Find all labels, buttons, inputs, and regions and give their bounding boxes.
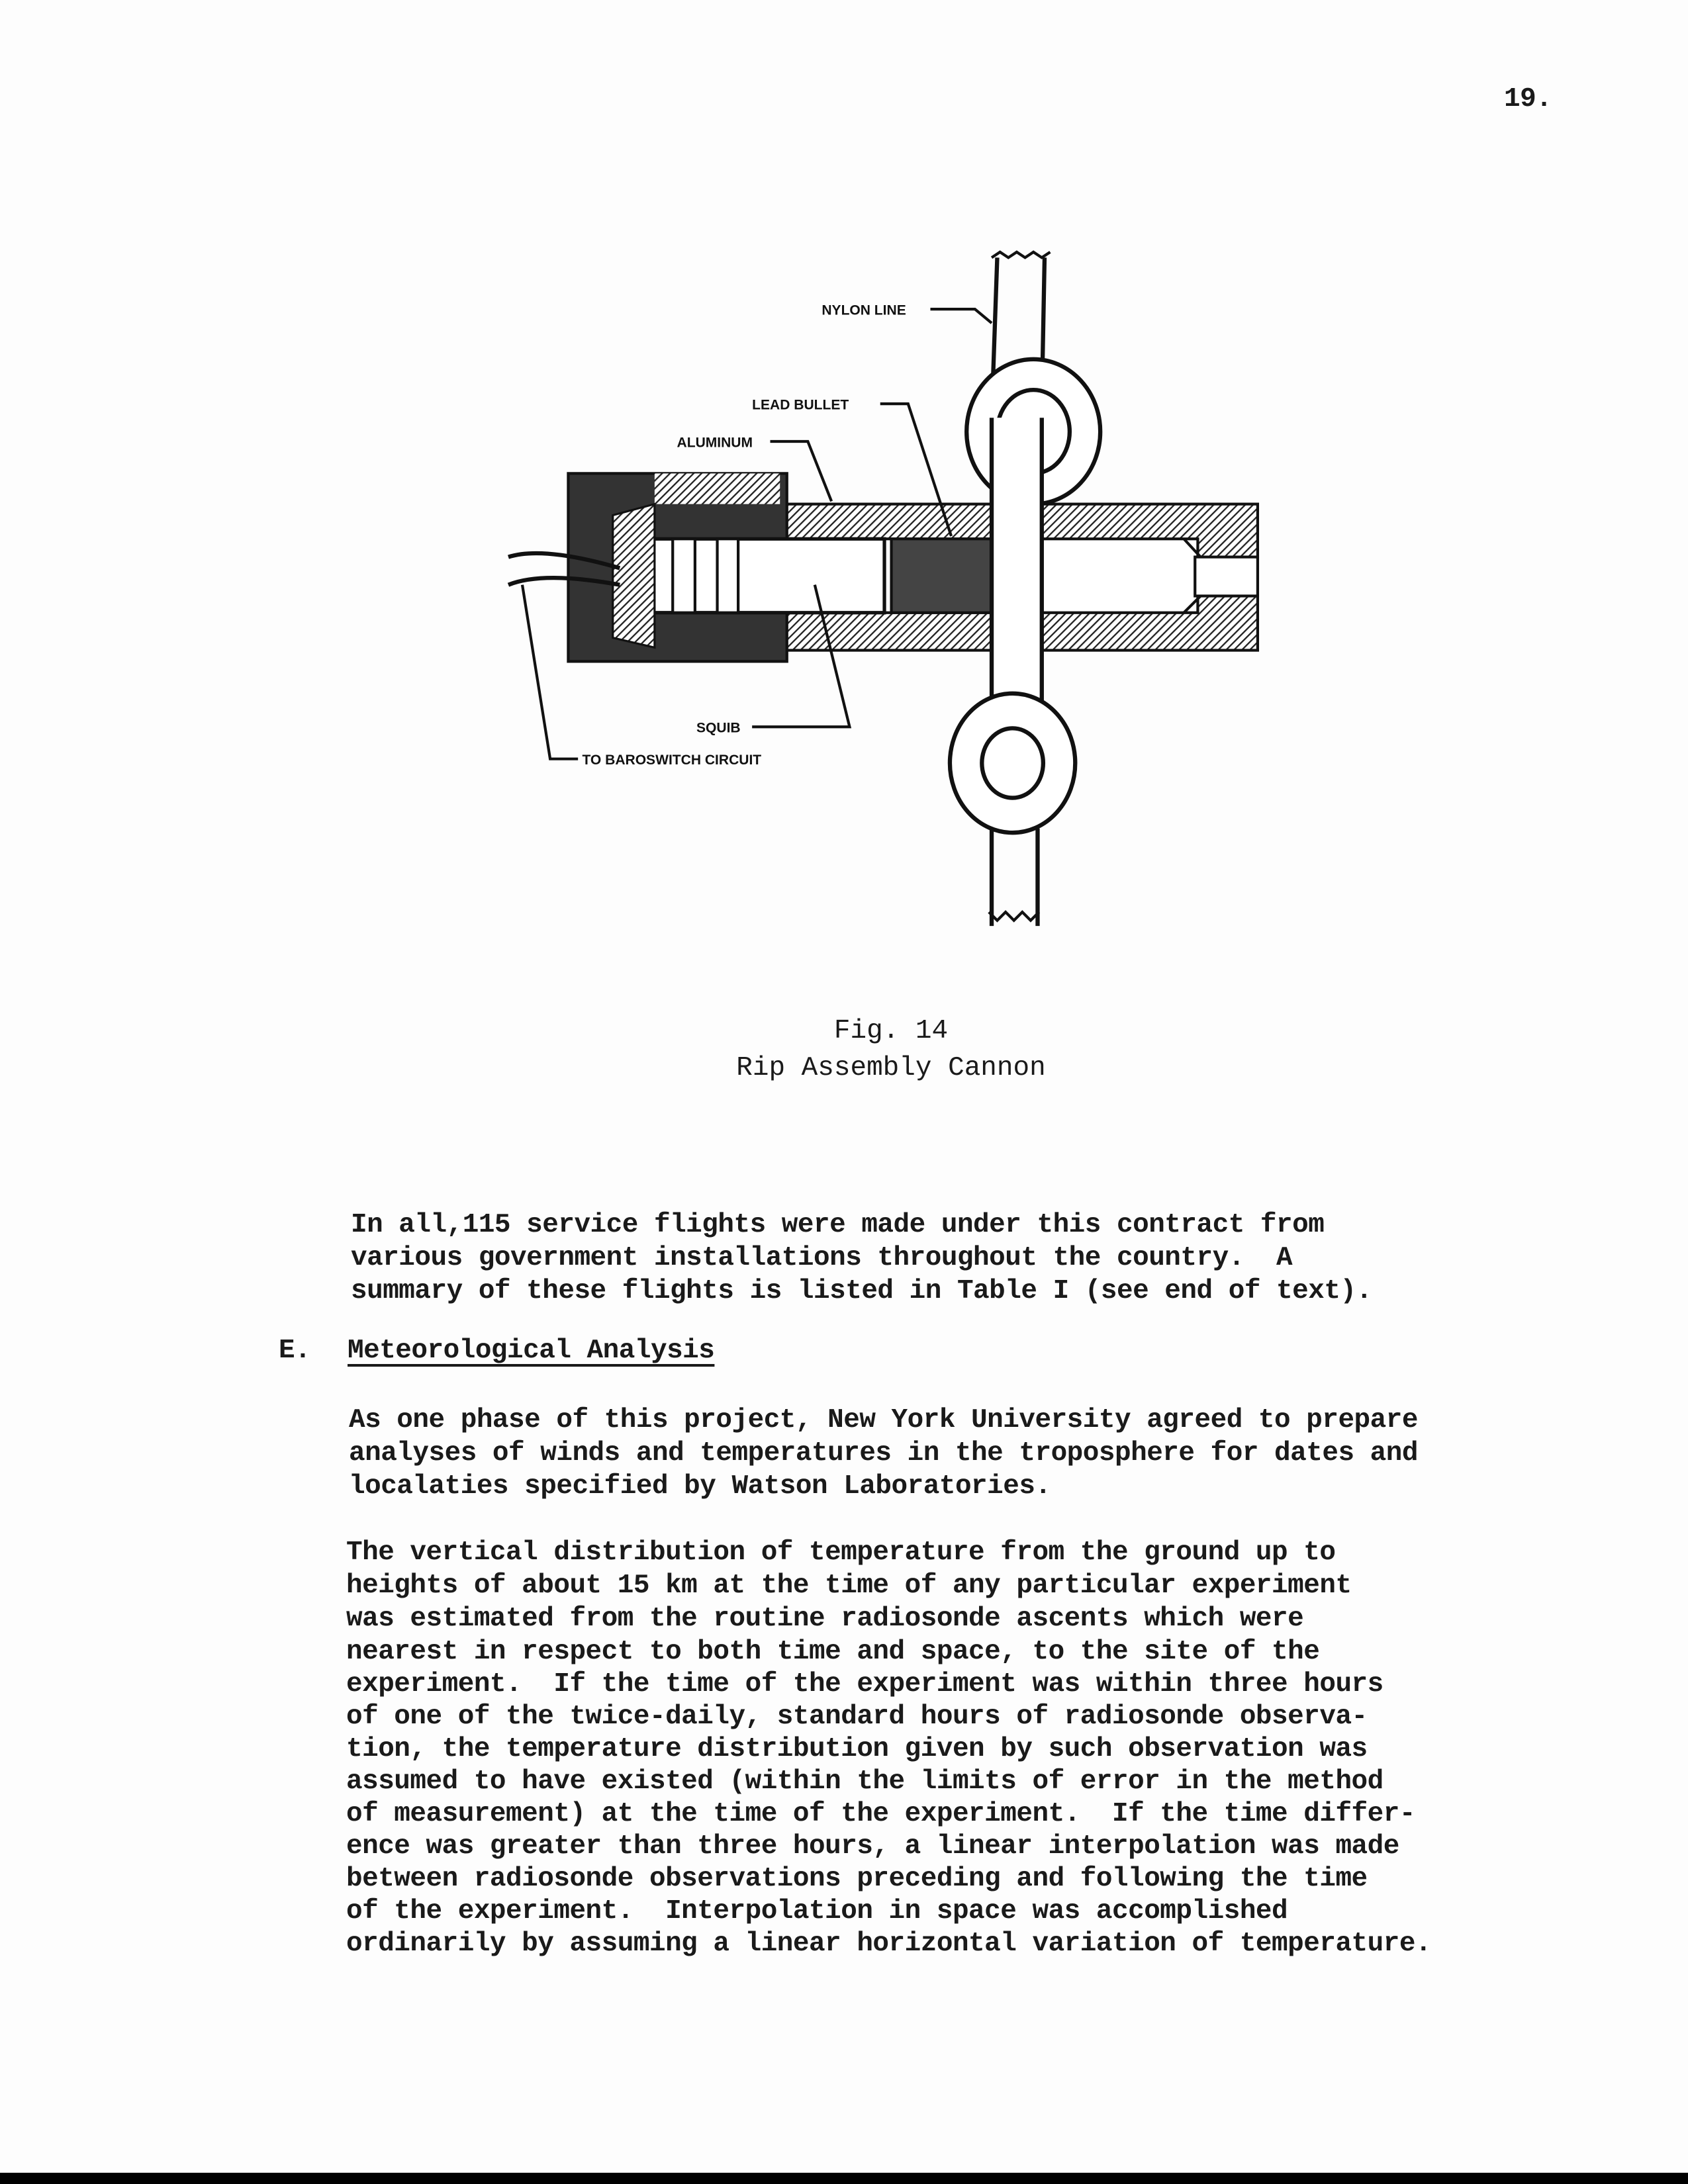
text-line: assumed to have existed (within the limits of error in the method [346, 1766, 1383, 1797]
text-line: of one of the twice-daily, standard hours of radiosonde observa- [346, 1702, 1368, 1732]
section-letter: E. [279, 1336, 311, 1366]
text-line: experiment. If the time of the experiment was within three hours [346, 1669, 1383, 1700]
text-line: As one phase of this project, New York University agreed to prepare [349, 1405, 1418, 1435]
text-line: between radiosonde observations preceding and following the time [346, 1864, 1368, 1894]
label-lead-bullet: LEAD BULLET [752, 397, 849, 413]
text-line: nearest in respect to both time and space, to the site of the [346, 1637, 1320, 1667]
squib [620, 539, 884, 613]
label-squib: SQUIB [696, 720, 741, 736]
text-line: ence was greater than three hours, a linear interpolation was made [346, 1831, 1399, 1862]
text-line: heights of about 15 km at the time of any particular experiment [346, 1570, 1352, 1601]
text-line: of the experiment. Interpolation in space was accomplished [346, 1896, 1288, 1927]
text-line: was estimated from the routine radiosonde ascents which were [346, 1604, 1304, 1634]
figure-caption [0, 1013, 1688, 1087]
section-heading: Meteorological Analysis [348, 1336, 715, 1366]
figure-title: Rip Assembly Cannon [736, 1053, 1046, 1083]
label-to-baroswitch: TO BAROSWITCH CIRCUIT [582, 752, 762, 768]
figure-number: Fig. 14 [833, 1016, 949, 1046]
label-nylon-line: NYLON LINE [821, 302, 906, 318]
text-line: localaties specified by Watson Laboratories. [349, 1471, 1051, 1502]
scan-border [0, 2173, 1688, 2184]
text-line: summary of these flights is listed in Table I (see end of text). [351, 1276, 1372, 1306]
lead-bullet [892, 539, 992, 613]
text-line: analyses of winds and temperatures in the troposphere for dates and [349, 1438, 1418, 1469]
text-line: tion, the temperature distribution given by such observation was [346, 1734, 1368, 1764]
text-line: various government installations throughout the country. A [351, 1243, 1293, 1273]
text-line: The vertical distribution of temperature from the ground up to [346, 1537, 1336, 1568]
page-number: 19. [1504, 84, 1552, 114]
text-line: ordinarily by assuming a linear horizontal variation of temperature. [346, 1929, 1432, 1959]
text-line: of measurement) at the time of the experiment. If the time differ- [346, 1799, 1415, 1829]
label-aluminum: ALUMINUM [677, 435, 753, 451]
text-line: In all,115 service flights were made under this contract from [351, 1210, 1325, 1240]
